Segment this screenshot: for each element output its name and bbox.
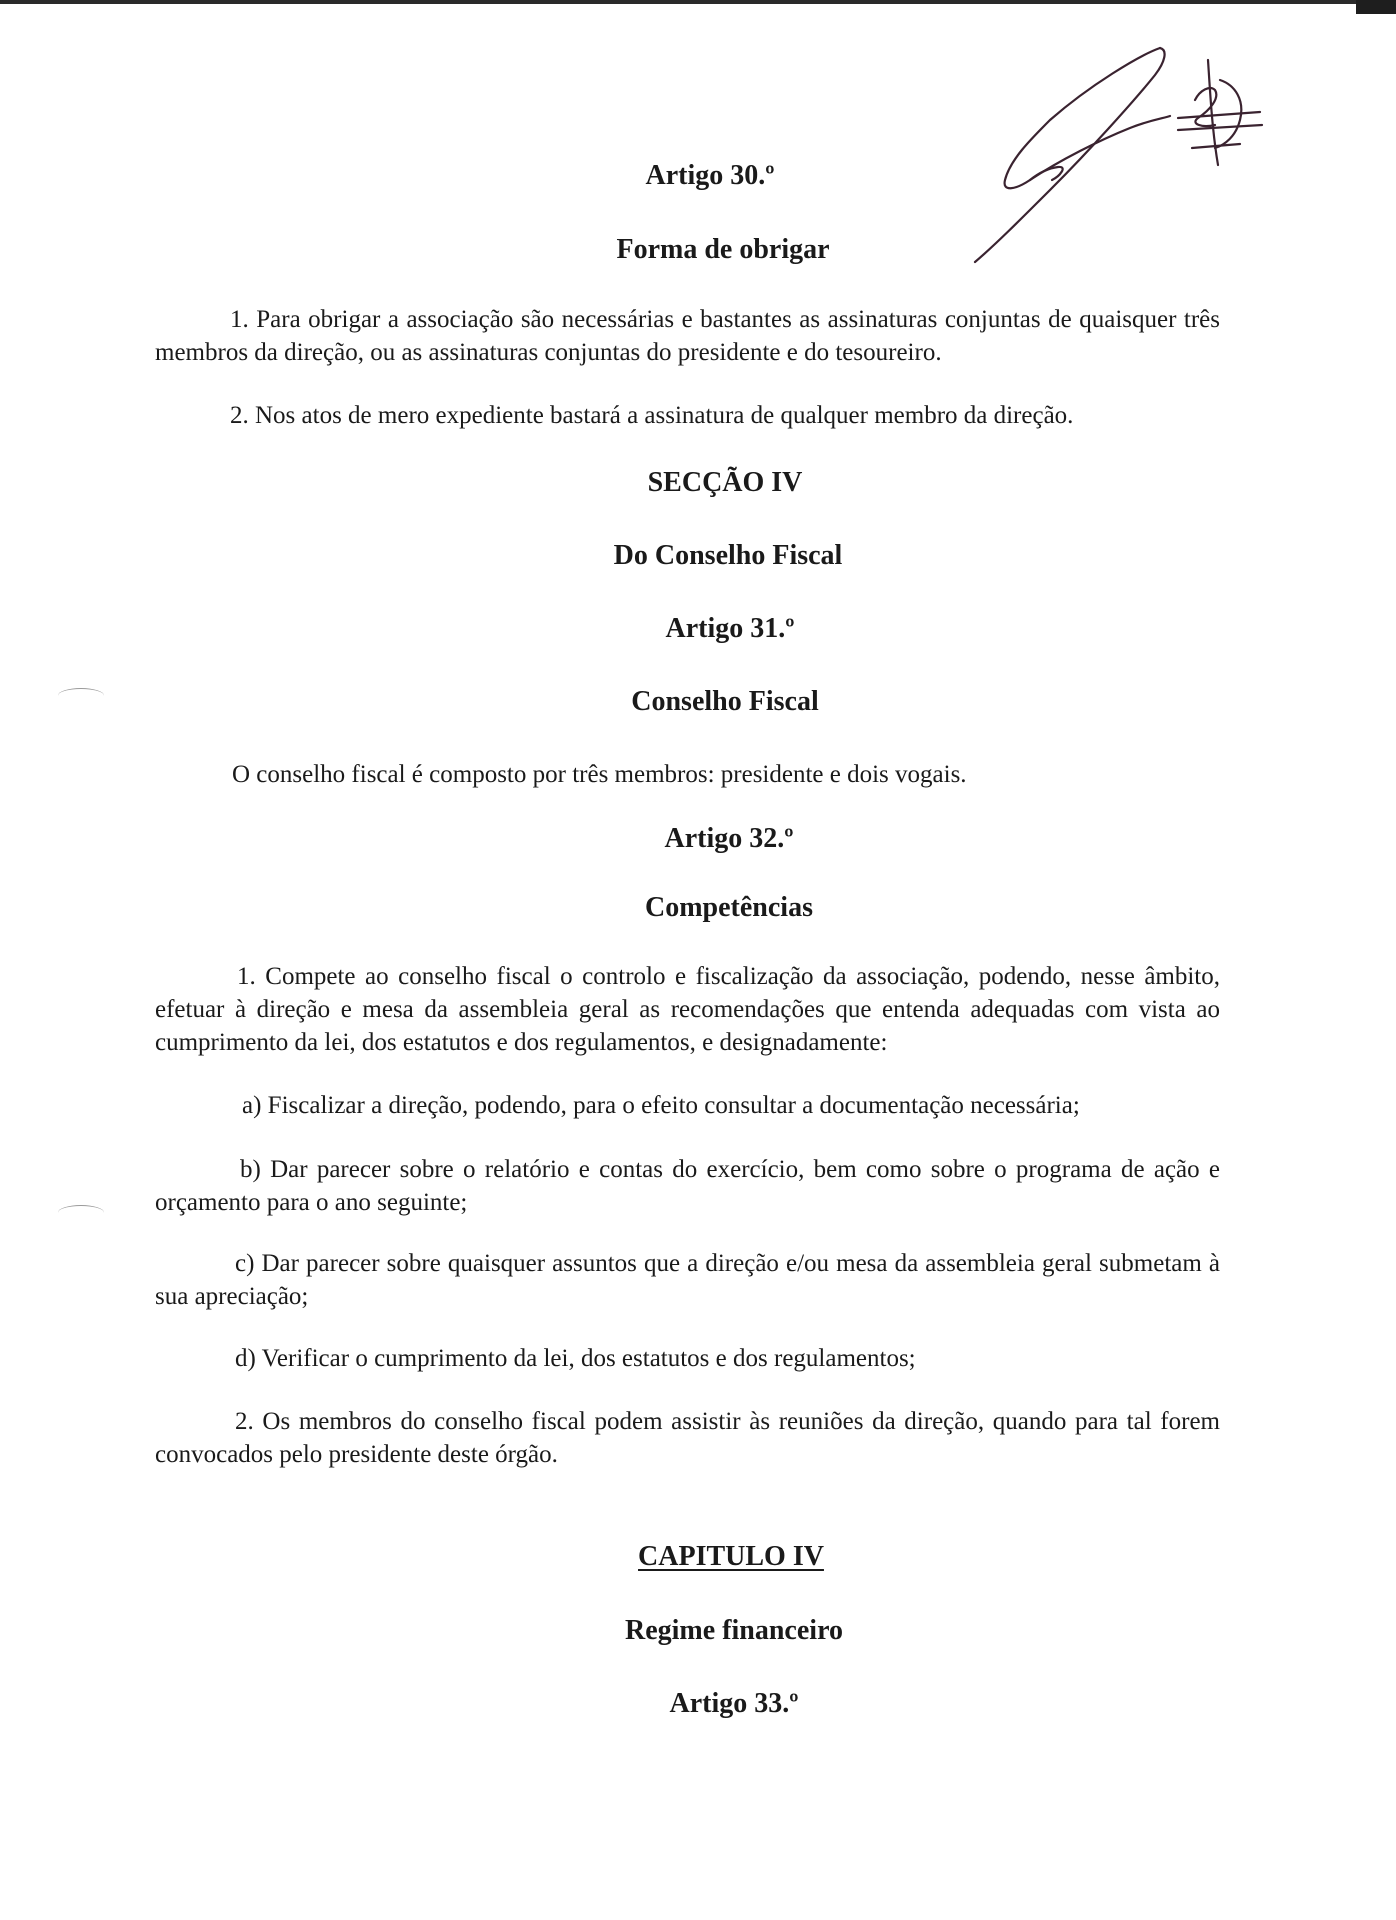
paragraph-text: Para obrigar a associação são necessárias e bastantes as assinaturas conjuntas de quaisquer três membros da direção, ou as assinaturas conjuntas do presidente e do tesoureiro. — [155, 306, 1221, 366]
article-32-subtitle: Competências — [645, 892, 813, 923]
item-d: d) Verificar o cumprimento da lei, dos estatutos e dos regulamentos; — [235, 1345, 916, 1372]
article-31-title: Artigo 31.º — [665, 613, 795, 644]
article-33-title: Artigo 33.º — [669, 1688, 799, 1719]
article-31-subtitle: Conselho Fiscal — [631, 686, 819, 717]
paragraph-number: 1. — [230, 306, 249, 333]
chapter-title: CAPITULO IV — [638, 1541, 824, 1572]
article-31-paragraph-1: O conselho fiscal é composto por três membros: presidente e dois vogais. — [232, 761, 967, 788]
item-c: c) Dar parecer sobre quaisquer assuntos que a direção e/ou mesa da assembleia geral submetam à sua apreciação; — [155, 1250, 1220, 1310]
scan-top-edge — [0, 0, 1396, 4]
item-a: a) Fiscalizar a direção, podendo, para o efeito consultar a documentação necessária; — [242, 1092, 1080, 1119]
section-title: SECÇÃO IV — [647, 467, 803, 498]
article-32-paragraph-1 — [155, 960, 1220, 1059]
section-subtitle: Do Conselho Fiscal — [613, 540, 843, 571]
article-32-paragraph-2 — [155, 1405, 1220, 1471]
paragraph-text: Os membros do conselho fiscal podem assistir às reuniões da direção, quando para tal forem convocados pelo presidente deste órgão. — [155, 1408, 1220, 1468]
paragraph-number: 1. — [237, 963, 256, 990]
item-b: b) Dar parecer sobre o relatório e contas do exercício, bem como sobre o programa de ação e orçamento para o ano seguinte; — [155, 1156, 1220, 1216]
article-30-title: Artigo 30.º — [645, 160, 775, 191]
paragraph-number: 2. — [235, 1408, 254, 1435]
paragraph-text: Compete ao conselho fiscal o controlo e fiscalização da associação, podendo, nesse âmbito, efetuar à direção e mesa da assembleia geral as recomendações que entenda adequadas com vista ao cumprimento da lei, dos estatutos e dos regulamentos, e designadamente: — [155, 963, 1221, 1056]
scan-corner-mark — [1356, 0, 1396, 14]
article-30-subtitle: Forma de obrigar — [616, 234, 830, 265]
article-30-paragraph-2: 2. Nos atos de mero expediente bastará a assinatura de qualquer membro da direção. — [230, 402, 1074, 429]
chapter-subtitle: Regime financeiro — [625, 1615, 843, 1646]
article-30-paragraph-1 — [155, 303, 1220, 369]
scan-mark — [58, 1205, 104, 1220]
article-32-title: Artigo 32.º — [664, 823, 794, 854]
